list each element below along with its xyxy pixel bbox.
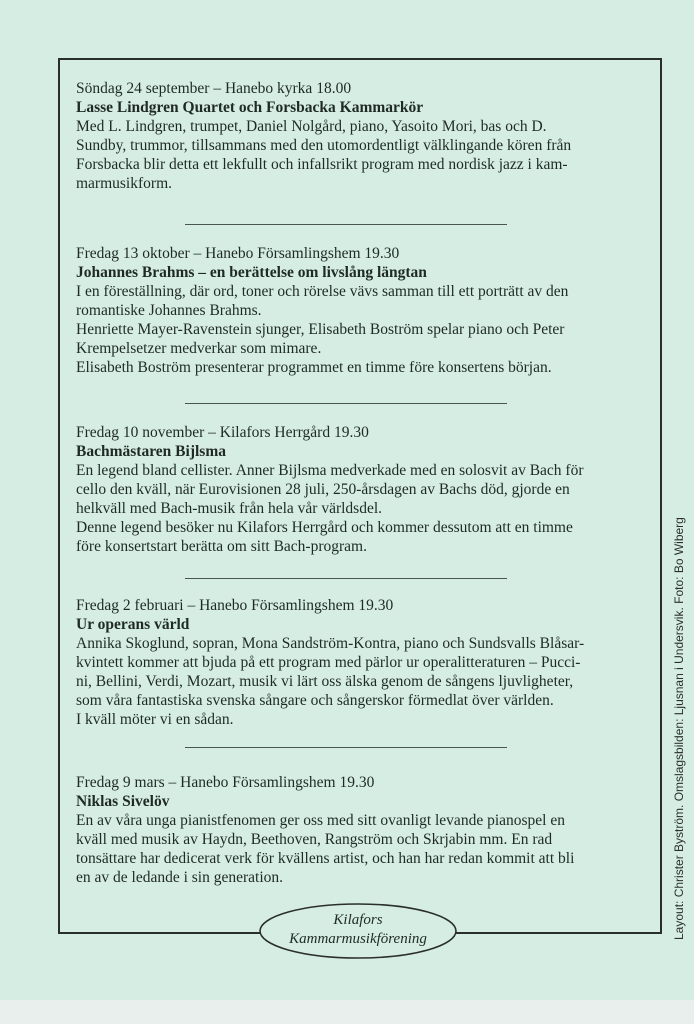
event-2 bbox=[76, 244, 636, 377]
event-2-text-line-2: romantiske Johannes Brahms. bbox=[76, 302, 262, 319]
event-3-text-line-1: En legend bland cellister. Anner Bijlsma medverkade med en solosvit av Bach för bbox=[76, 462, 584, 479]
event-1-title: Lasse Lindgren Quartet och Forsbacka Kammarkör bbox=[76, 99, 424, 116]
event-1-header: Söndag 24 september – Hanebo kyrka 18.00 bbox=[76, 80, 352, 97]
event-3 bbox=[76, 423, 636, 556]
event-1-text-line-2: Sundby, trummor, tillsammans med den utomordentligt välklingande kören från bbox=[76, 137, 572, 154]
event-2-text-line-5: Elisabeth Boström presenterar programmet en timme före konsertens början. bbox=[76, 359, 552, 376]
logo-line-2: Kammarmusikförening bbox=[289, 931, 427, 947]
event-2-title: Johannes Brahms – en berättelse om livslång längtan bbox=[76, 264, 427, 281]
event-4-text-line-2: kvintett kommer att bjuda på ett program med pärlor ur operalitteraturen – Pucci- bbox=[76, 654, 581, 671]
event-5-text-line-4: en av de ledande i sin generation. bbox=[76, 869, 284, 886]
event-4-text-line-5: I kväll möter vi en sådan. bbox=[76, 711, 234, 728]
event-3-text-line-3: helkväll med Bach-musik från hela vår världsdel. bbox=[76, 500, 383, 517]
event-3-title: Bachmästaren Bijlsma bbox=[76, 443, 226, 460]
event-5 bbox=[76, 773, 636, 887]
page-bottom-band bbox=[0, 1000, 694, 1024]
event-4 bbox=[76, 596, 636, 729]
event-3-text-line-4: Denne legend besöker nu Kilafors Herrgård och kommer dessutom att en timme bbox=[76, 519, 573, 536]
divider-3 bbox=[185, 578, 507, 579]
event-2-header: Fredag 13 oktober – Hanebo Församlingshem 19.30 bbox=[76, 245, 400, 262]
event-1-text-line-4: marmusikform. bbox=[76, 175, 172, 192]
side-credit: Layout: Christer Byström. Omslagsbilden: Ljusnan i Undersvik. Foto: Bo Wiberg bbox=[672, 517, 686, 940]
event-4-text-line-1: Annika Skoglund, sopran, Mona Sandström-Kontra, piano och Sundsvalls Blåsar- bbox=[76, 635, 585, 652]
divider-4 bbox=[185, 747, 507, 748]
event-2-text-line-1: I en föreställning, där ord, toner och rörelse vävs samman till ett porträtt av den bbox=[76, 283, 569, 300]
event-5-header: Fredag 9 mars – Hanebo Församlingshem 19.30 bbox=[76, 774, 375, 791]
event-1-text-line-3: Forsbacka blir detta ett lekfullt och infallsrikt program med nordisk jazz i kam- bbox=[76, 156, 568, 173]
event-1 bbox=[76, 79, 636, 193]
event-5-text-line-2: kväll med musik av Haydn, Beethoven, Rangström och Skrjabin mm. En rad bbox=[76, 831, 553, 848]
event-5-title: Niklas Sivelöv bbox=[76, 793, 170, 810]
divider-2 bbox=[185, 403, 507, 404]
event-2-text-line-3: Henriette Mayer-Ravenstein sjunger, Elisabeth Boström spelar piano och Peter bbox=[76, 321, 565, 338]
event-3-header: Fredag 10 november – Kilafors Herrgård 19.30 bbox=[76, 424, 369, 441]
event-4-title: Ur operans värld bbox=[76, 616, 190, 633]
event-5-text-line-1: En av våra unga pianistfenomen ger oss med sitt ovanligt levande pianospel en bbox=[76, 812, 565, 829]
event-4-text-line-4: som våra fantastiska svenska sångare och sångerskor förmedlat över världen. bbox=[76, 692, 554, 709]
event-4-text-line-3: ni, Bellini, Verdi, Mozart, musik vi lärt oss älska genom de sångens ljuvligheter, bbox=[76, 673, 574, 690]
kilafors-logo bbox=[258, 902, 458, 960]
event-5-text-line-3: tonsättare har dedicerat verk för kvällens artist, och han har redan kommit att bli bbox=[76, 850, 575, 867]
event-3-text-line-5: före konsertstart berätta om sitt Bach-program. bbox=[76, 538, 367, 555]
event-1-text-line-1: Med L. Lindgren, trumpet, Daniel Nolgård, piano, Yasoito Mori, bas och D. bbox=[76, 118, 547, 135]
event-2-text-line-4: Krempelsetzer medverkar som mimare. bbox=[76, 340, 322, 357]
event-4-header: Fredag 2 februari – Hanebo Församlingshem 19.30 bbox=[76, 597, 394, 614]
logo-line-1: Kilafors bbox=[333, 912, 383, 928]
divider-1 bbox=[185, 224, 507, 225]
event-3-text-line-2: cello den kväll, när Eurovisionen 28 juli, 250-årsdagen av Bachs död, gjorde en bbox=[76, 481, 570, 498]
